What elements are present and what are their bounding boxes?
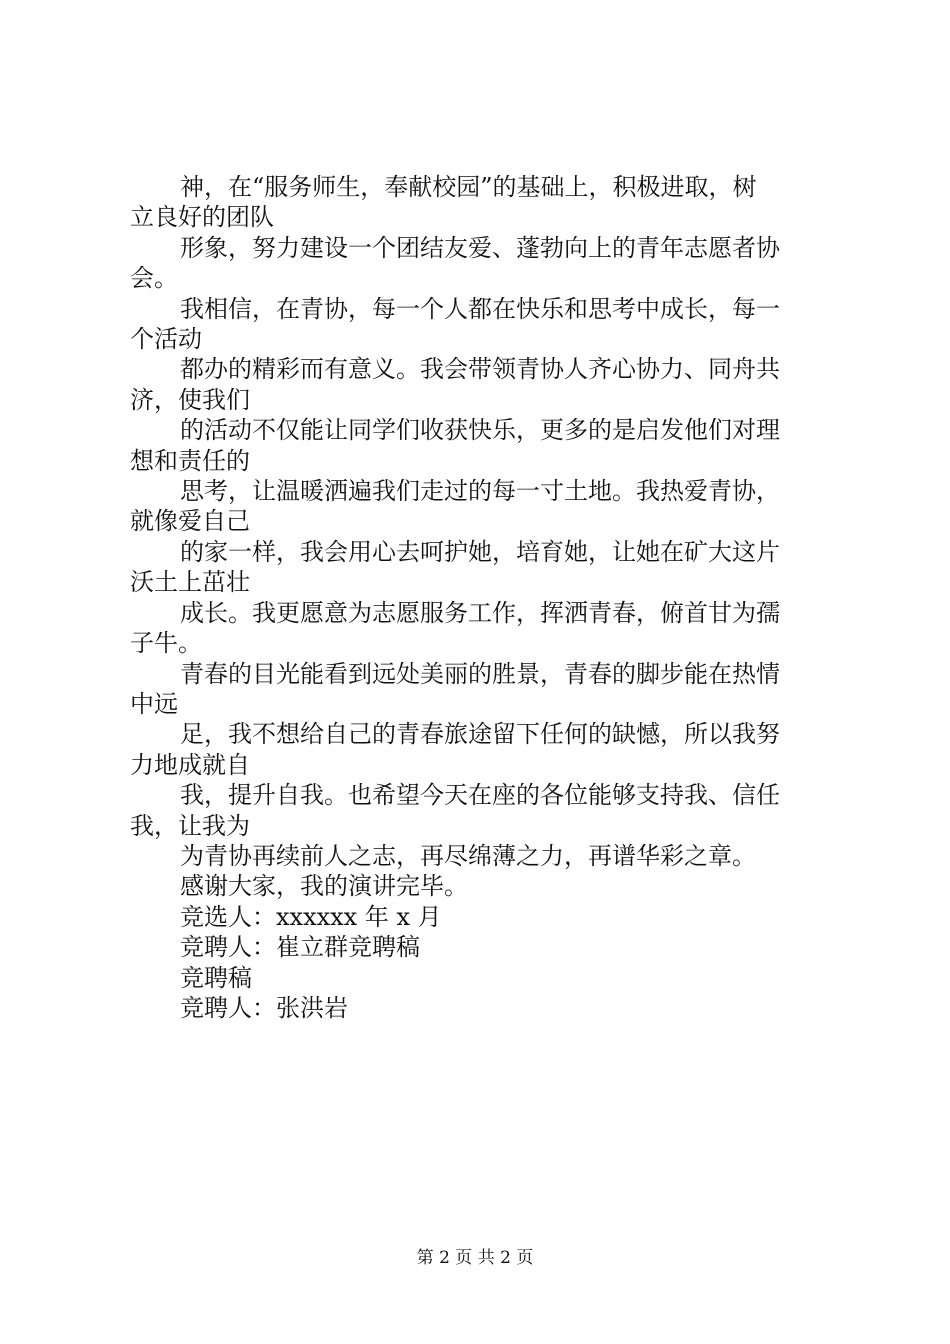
text-line: 的活动不仅能让同学们收获快乐，更多的是启发他们对理	[180, 416, 780, 445]
document-body	[130, 172, 840, 1023]
text-line: 足，我不想给自己的青春旅途留下任何的缺憾，所以我努	[180, 720, 780, 749]
text-line: 的家一样，我会用心去呵护她，培育她，让她在矿大这片	[180, 537, 780, 566]
text-line: 成长。我更愿意为志愿服务工作，挥洒青春，俯首甘为孺	[180, 598, 780, 627]
text-line: 竞聘稿	[180, 963, 252, 992]
text-line: 都办的精彩而有意义。我会带领青协人齐心协力、同舟共	[180, 355, 780, 384]
text-line: 竞聘人：张洪岩	[180, 993, 348, 1022]
text-line: 就像爱自己	[130, 507, 250, 536]
text-line: 想和责任的	[130, 446, 250, 475]
text-line: 为青协再续前人之志，再尽绵薄之力，再谱华彩之章。	[180, 841, 756, 870]
text-line: 个活动	[130, 325, 202, 354]
text-line: 形象，努力建设一个团结友爱、蓬勃向上的青年志愿者协	[180, 233, 780, 262]
text-line: 沃土上茁壮	[130, 568, 250, 597]
text-line: 我，让我为	[130, 811, 250, 840]
page-footer: 第 2 页 共 2 页	[416, 1248, 534, 1268]
text-line: 神，在“服务师生，奉献校园”的基础上，积极进取，树	[180, 173, 757, 201]
text-line: 竞选人：xxxxxx 年 x 月	[180, 902, 442, 931]
text-line: 力地成就自	[130, 750, 250, 779]
text-line: 我，提升自我。也希望今天在座的各位能够支持我、信任	[180, 781, 780, 810]
text-line: 会。	[130, 264, 178, 293]
text-line: 感谢大家，我的演讲完毕。	[180, 872, 468, 901]
text-line: 立良好的团队	[130, 203, 274, 232]
text-line: 我相信，在青协，每一个人都在快乐和思考中成长，每一	[180, 294, 780, 323]
text-line: 中远	[130, 689, 178, 718]
text-line: 济，使我们	[130, 385, 250, 414]
text-line: 子牛。	[130, 629, 202, 658]
text-line: 竞聘人：崔立群竞聘稿	[180, 933, 420, 962]
text-line: 青春的目光能看到远处美丽的胜景，青春的脚步能在热情	[180, 659, 780, 688]
text-line: 思考，让温暖洒遍我们走过的每一寸土地。我热爱青协，	[180, 477, 780, 506]
